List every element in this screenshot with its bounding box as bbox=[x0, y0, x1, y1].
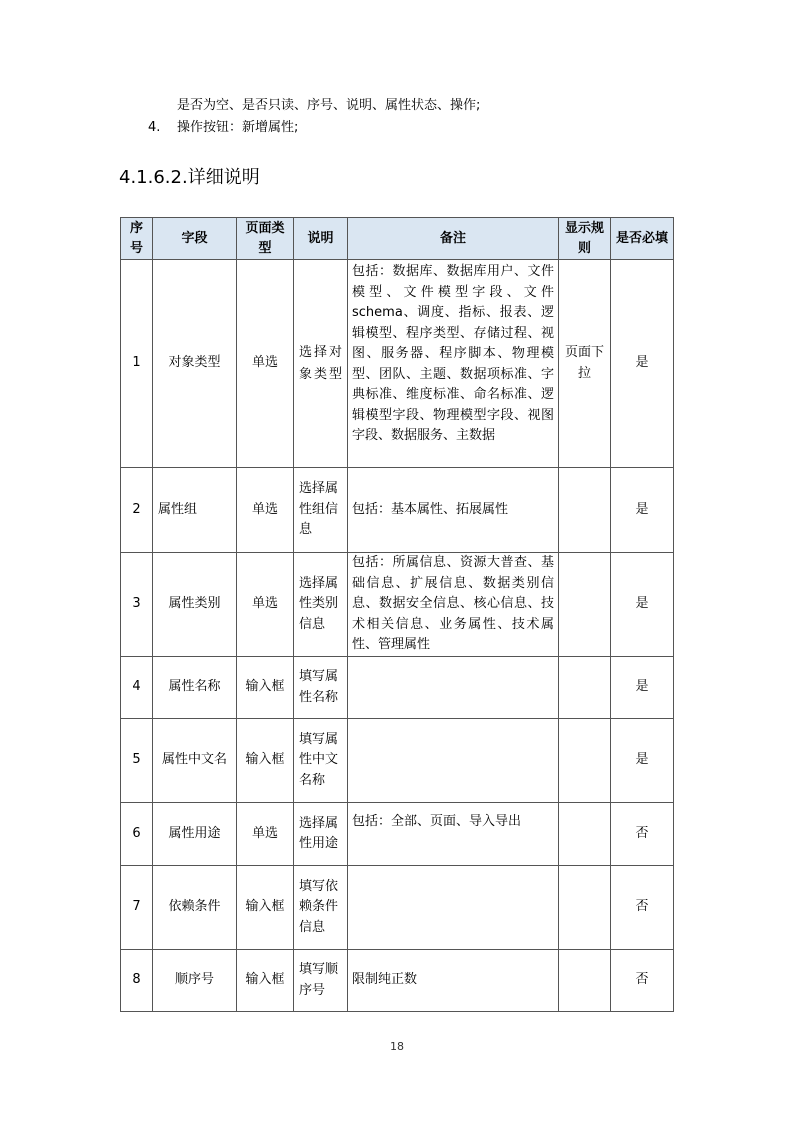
header-field: 字段 bbox=[153, 218, 237, 260]
cell-desc: 填写顺序号 bbox=[294, 950, 348, 1012]
table-row bbox=[121, 950, 674, 1012]
list-item-4 bbox=[148, 119, 298, 137]
table-row bbox=[121, 719, 674, 803]
cell-note bbox=[348, 657, 559, 719]
cell-field: 对象类型 bbox=[153, 260, 237, 468]
cell-desc: 选择属性组信息 bbox=[294, 468, 348, 553]
cell-field: 属性名称 bbox=[153, 657, 237, 719]
header-seq: 序号 bbox=[121, 218, 153, 260]
detail-table bbox=[120, 217, 674, 1012]
cell-required: 否 bbox=[611, 803, 674, 866]
cell-seq: 7 bbox=[121, 866, 153, 950]
cell-note: 包括：全部、页面、导入导出 bbox=[348, 803, 559, 866]
cell-note bbox=[348, 866, 559, 950]
cell-seq: 3 bbox=[121, 553, 153, 657]
header-required: 是否必填 bbox=[611, 218, 674, 260]
cell-type: 输入框 bbox=[237, 657, 294, 719]
cell-note: 限制纯正数 bbox=[348, 950, 559, 1012]
page-number: 18 bbox=[390, 1040, 404, 1053]
header-display: 显示规则 bbox=[559, 218, 611, 260]
cell-field: 属性中文名 bbox=[153, 719, 237, 803]
cell-desc: 填写属性中文名称 bbox=[294, 719, 348, 803]
cell-desc: 填写依赖条件信息 bbox=[294, 866, 348, 950]
cell-required: 是 bbox=[611, 657, 674, 719]
table-row bbox=[121, 866, 674, 950]
cell-seq: 6 bbox=[121, 803, 153, 866]
cell-required: 否 bbox=[611, 866, 674, 950]
cell-type: 单选 bbox=[237, 260, 294, 468]
cell-field: 属性类别 bbox=[153, 553, 237, 657]
cell-note: 包括：所属信息、资源大普查、基础信息、扩展信息、数据类别信息、数据安全信息、核心信息、技术相关信息、业务属性、技术属性、管理属性 bbox=[348, 553, 559, 657]
list-item-number: 4. bbox=[148, 120, 161, 135]
cell-type: 单选 bbox=[237, 468, 294, 553]
cell-type: 单选 bbox=[237, 553, 294, 657]
list-item-text: 操作按钮：新增属性; bbox=[177, 120, 299, 135]
cell-display bbox=[559, 468, 611, 553]
cell-display bbox=[559, 866, 611, 950]
cell-desc: 选择属性用途 bbox=[294, 803, 348, 866]
table-row bbox=[121, 657, 674, 719]
table-row bbox=[121, 553, 674, 657]
cell-field: 依赖条件 bbox=[153, 866, 237, 950]
cell-field: 顺序号 bbox=[153, 950, 237, 1012]
intro-continuation-text: 是否为空、是否只读、序号、说明、属性状态、操作; bbox=[177, 98, 481, 113]
cell-seq: 1 bbox=[121, 260, 153, 468]
table-row bbox=[121, 468, 674, 553]
cell-desc: 选择对象类型 bbox=[294, 260, 348, 468]
cell-seq: 8 bbox=[121, 950, 153, 1012]
cell-type: 输入框 bbox=[237, 950, 294, 1012]
cell-type: 输入框 bbox=[237, 866, 294, 950]
cell-required: 是 bbox=[611, 260, 674, 468]
cell-display bbox=[559, 803, 611, 866]
cell-seq: 4 bbox=[121, 657, 153, 719]
cell-note: 包括：数据库、数据库用户、文件模型、文件模型字段、文件schema、调度、指标、报表、逻辑模型、程序类型、存储过程、视图、服务器、程序脚本、物理模型、团队、主题、数据项标准、字典标准、维度标准、命名标准、逻辑模型字段、物理模型字段、视图字段、数据服务、主数据 bbox=[348, 260, 559, 468]
cell-type: 输入框 bbox=[237, 719, 294, 803]
cell-seq: 2 bbox=[121, 468, 153, 553]
cell-required: 是 bbox=[611, 468, 674, 553]
table-header-row bbox=[121, 218, 674, 260]
cell-display bbox=[559, 719, 611, 803]
header-note: 备注 bbox=[348, 218, 559, 260]
cell-required: 是 bbox=[611, 719, 674, 803]
cell-display bbox=[559, 553, 611, 657]
cell-field: 属性用途 bbox=[153, 803, 237, 866]
header-desc: 说明 bbox=[294, 218, 348, 260]
table-row bbox=[121, 260, 674, 468]
table-row bbox=[121, 803, 674, 866]
cell-seq: 5 bbox=[121, 719, 153, 803]
cell-field: 属性组 bbox=[153, 468, 237, 553]
cell-display bbox=[559, 657, 611, 719]
cell-display: 页面下拉 bbox=[559, 260, 611, 468]
cell-required: 否 bbox=[611, 950, 674, 1012]
cell-required: 是 bbox=[611, 553, 674, 657]
cell-note bbox=[348, 719, 559, 803]
header-page-type: 页面类型 bbox=[237, 218, 294, 260]
cell-type: 单选 bbox=[237, 803, 294, 866]
cell-display bbox=[559, 950, 611, 1012]
section-heading: 4.1.6.2.详细说明 bbox=[119, 167, 260, 188]
cell-desc: 选择属性类别信息 bbox=[294, 553, 348, 657]
cell-desc: 填写属性名称 bbox=[294, 657, 348, 719]
cell-note: 包括：基本属性、拓展属性 bbox=[348, 468, 559, 553]
